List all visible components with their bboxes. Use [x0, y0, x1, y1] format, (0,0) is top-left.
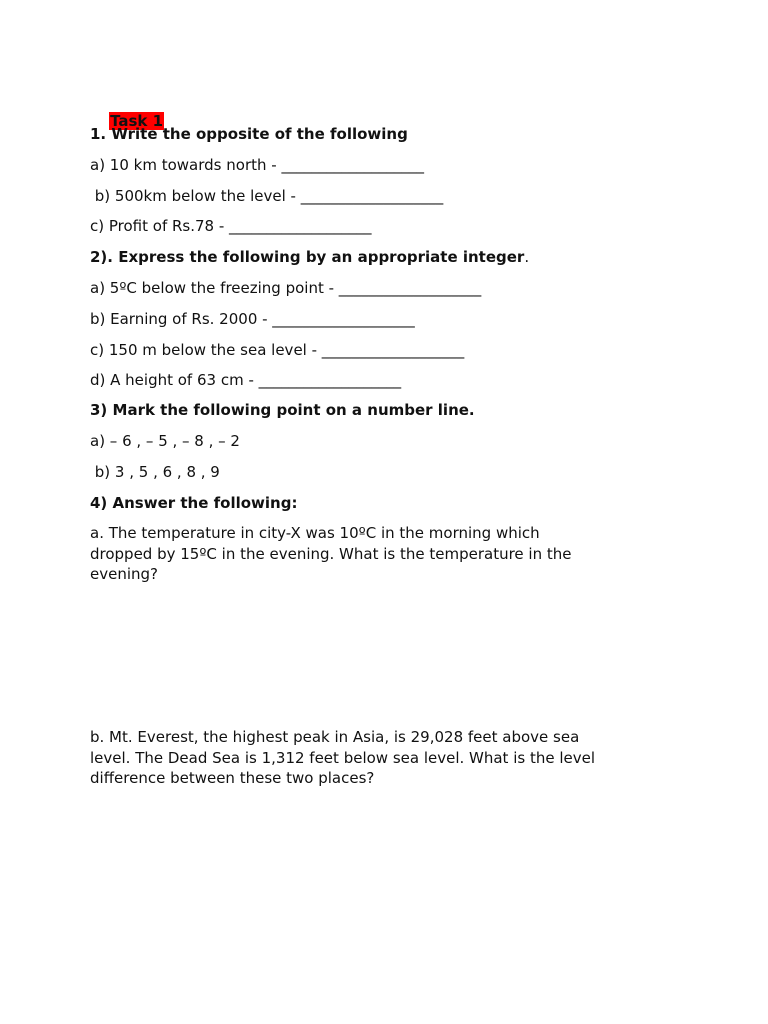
question-2-heading-period: .: [524, 248, 530, 266]
question-2-item-d: d) A height of 63 cm - ___________________: [90, 371, 402, 389]
task-label: Task 1: [110, 112, 164, 130]
question-2-heading-text: 2). Express the following by an appropriate integer: [90, 248, 525, 266]
question-2-item-b: b) Earning of Rs. 2000 - ___________________: [90, 310, 415, 328]
question-1-item-b: b) 500km below the level - ___________________: [90, 187, 444, 205]
question-1-item-a: a) 10 km towards north - ___________________: [90, 156, 424, 174]
question-2-item-a: a) 5ºC below the freezing point - ___________________: [90, 279, 482, 297]
question-1-item-c: c) Profit of Rs.78 - ___________________: [90, 217, 372, 235]
question-3-item-b: b) 3 , 5 , 6 , 8 , 9: [90, 463, 220, 481]
question-4-part-a: a. The temperature in city-X was 10ºC in the morning which dropped by 15ºC in the evening. What is the temperature in the evening?: [90, 524, 572, 583]
question-2-heading: [90, 248, 529, 266]
question-3-heading: 3) Mark the following point on a number line.: [90, 401, 475, 419]
question-2-item-c: c) 150 m below the sea level - ___________________: [90, 341, 465, 359]
question-3-item-a: a) – 6 , – 5 , – 8 , – 2: [90, 432, 240, 450]
question-1-heading: 1. Write the opposite of the following: [90, 125, 408, 143]
question-4-part-b: b. Mt. Everest, the highest peak in Asia, is 29,028 feet above sea level. The Dead Sea is 1,312 feet below sea level. What is the level difference between these two places?: [90, 728, 596, 787]
question-4-heading: 4) Answer the following:: [90, 494, 298, 512]
